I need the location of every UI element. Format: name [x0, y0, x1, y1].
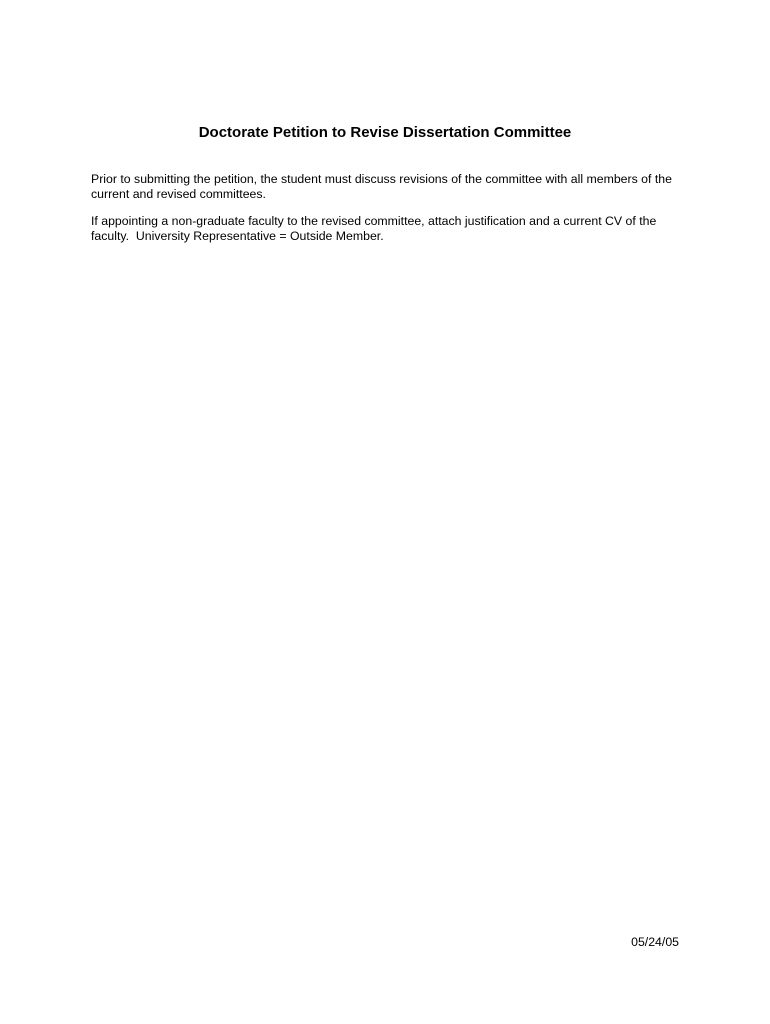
- instruction-paragraph-non-graduate: If appointing a non-graduate faculty to the revised committee, attach justification and a current CV of the faculty. University Representative = Outside Member.: [91, 214, 660, 243]
- footer-date: 05/24/05: [631, 935, 679, 949]
- instruction-paragraph-discuss: Prior to submitting the petition, the student must discuss revisions of the committee with all members of the current and revised committees.: [91, 172, 672, 201]
- document-title: Doctorate Petition to Revise Dissertation Committee: [198, 124, 572, 141]
